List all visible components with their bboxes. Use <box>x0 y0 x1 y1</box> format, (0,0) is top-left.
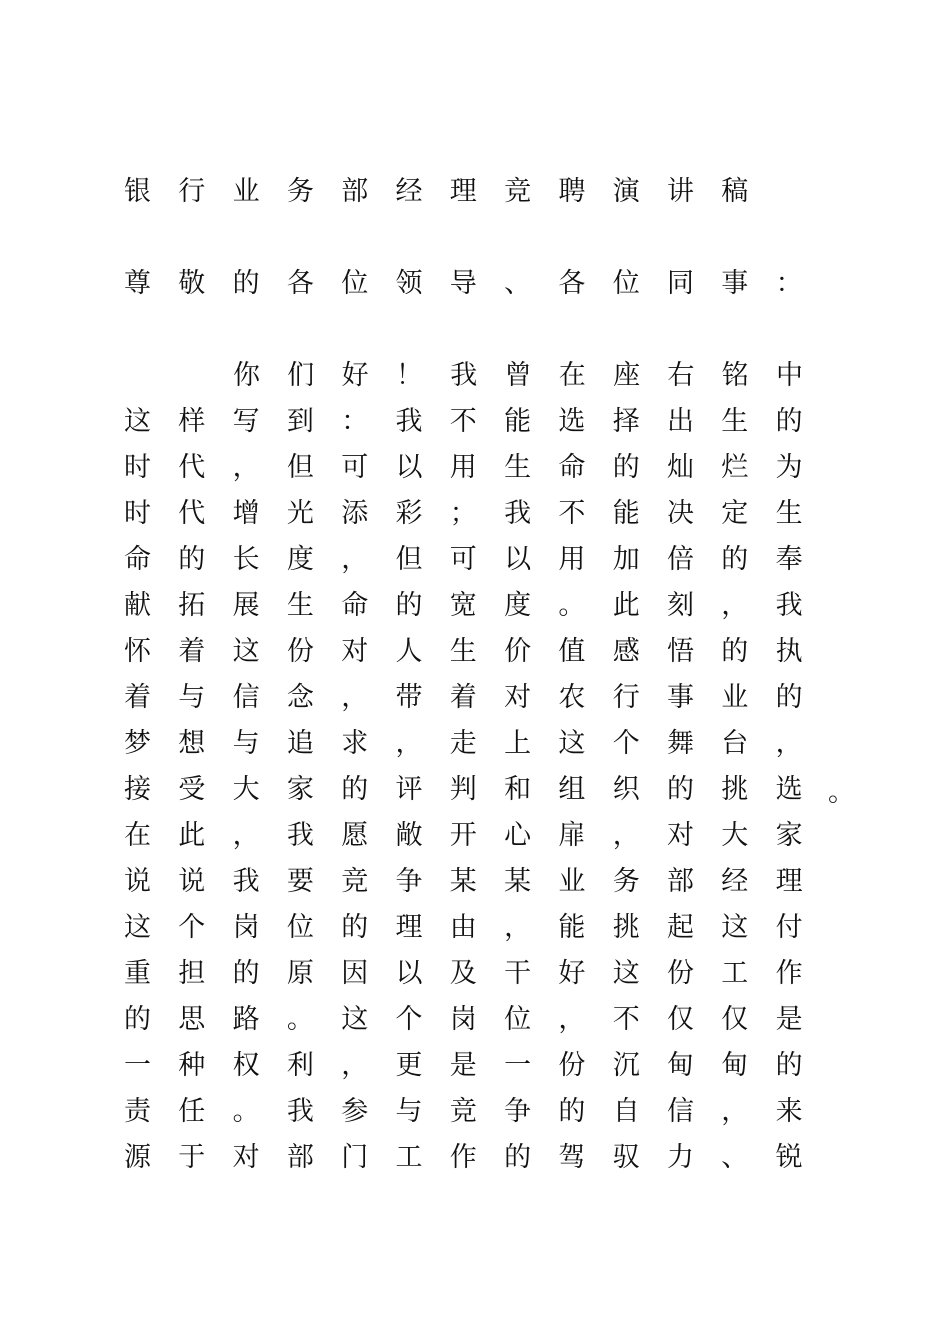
paragraph-line: 责任。我参与竞争的自信，来 <box>124 1096 830 1127</box>
paragraph-line: 你们好！我曾在座右铭中 <box>233 360 831 391</box>
paragraph-line: 说说我要竞争某某业务部经理 <box>124 866 830 897</box>
paragraph-line: 梦想与追求，走上这个舞台， <box>124 728 830 759</box>
paragraph-line: 时代，但可以用生命的灿烂为 <box>124 452 830 483</box>
paragraph-line: 的思路。这个岗位，不仅仅是 <box>124 1004 830 1035</box>
paragraph-line: 这样写到：我不能选择出生的 <box>124 406 830 437</box>
paragraph-line: 时代增光添彩；我不能决定生 <box>124 498 830 529</box>
paragraph-line: 怀着这份对人生价值感悟的执 <box>124 636 830 667</box>
paragraph-line: 在此，我愿敞开心扉，对大家 <box>124 820 830 851</box>
paragraph-line: 这个岗位的理由，能挑起这付 <box>124 912 830 943</box>
paragraph-line: 着与信念，带着对农行事业的 <box>124 682 830 713</box>
paragraph-line: 源于对部门工作的驾驭力、锐 <box>124 1142 830 1173</box>
salutation: 尊敬的各位领导、各位同事： <box>124 268 830 299</box>
document-title: 银行业务部经理竞聘演讲稿 <box>124 176 776 207</box>
paragraph-line: 接受大家的评判和组织的挑选 <box>124 774 830 805</box>
overflow-punctuation: 。 <box>828 777 855 808</box>
paragraph-line: 献拓展生命的宽度。此刻，我 <box>124 590 830 621</box>
paragraph-line: 命的长度，但可以用加倍的奉 <box>124 544 830 575</box>
paragraph-line: 重担的原因以及干好这份工作 <box>124 958 830 989</box>
paragraph-line: 一种权利，更是一份沉甸甸的 <box>124 1050 830 1081</box>
